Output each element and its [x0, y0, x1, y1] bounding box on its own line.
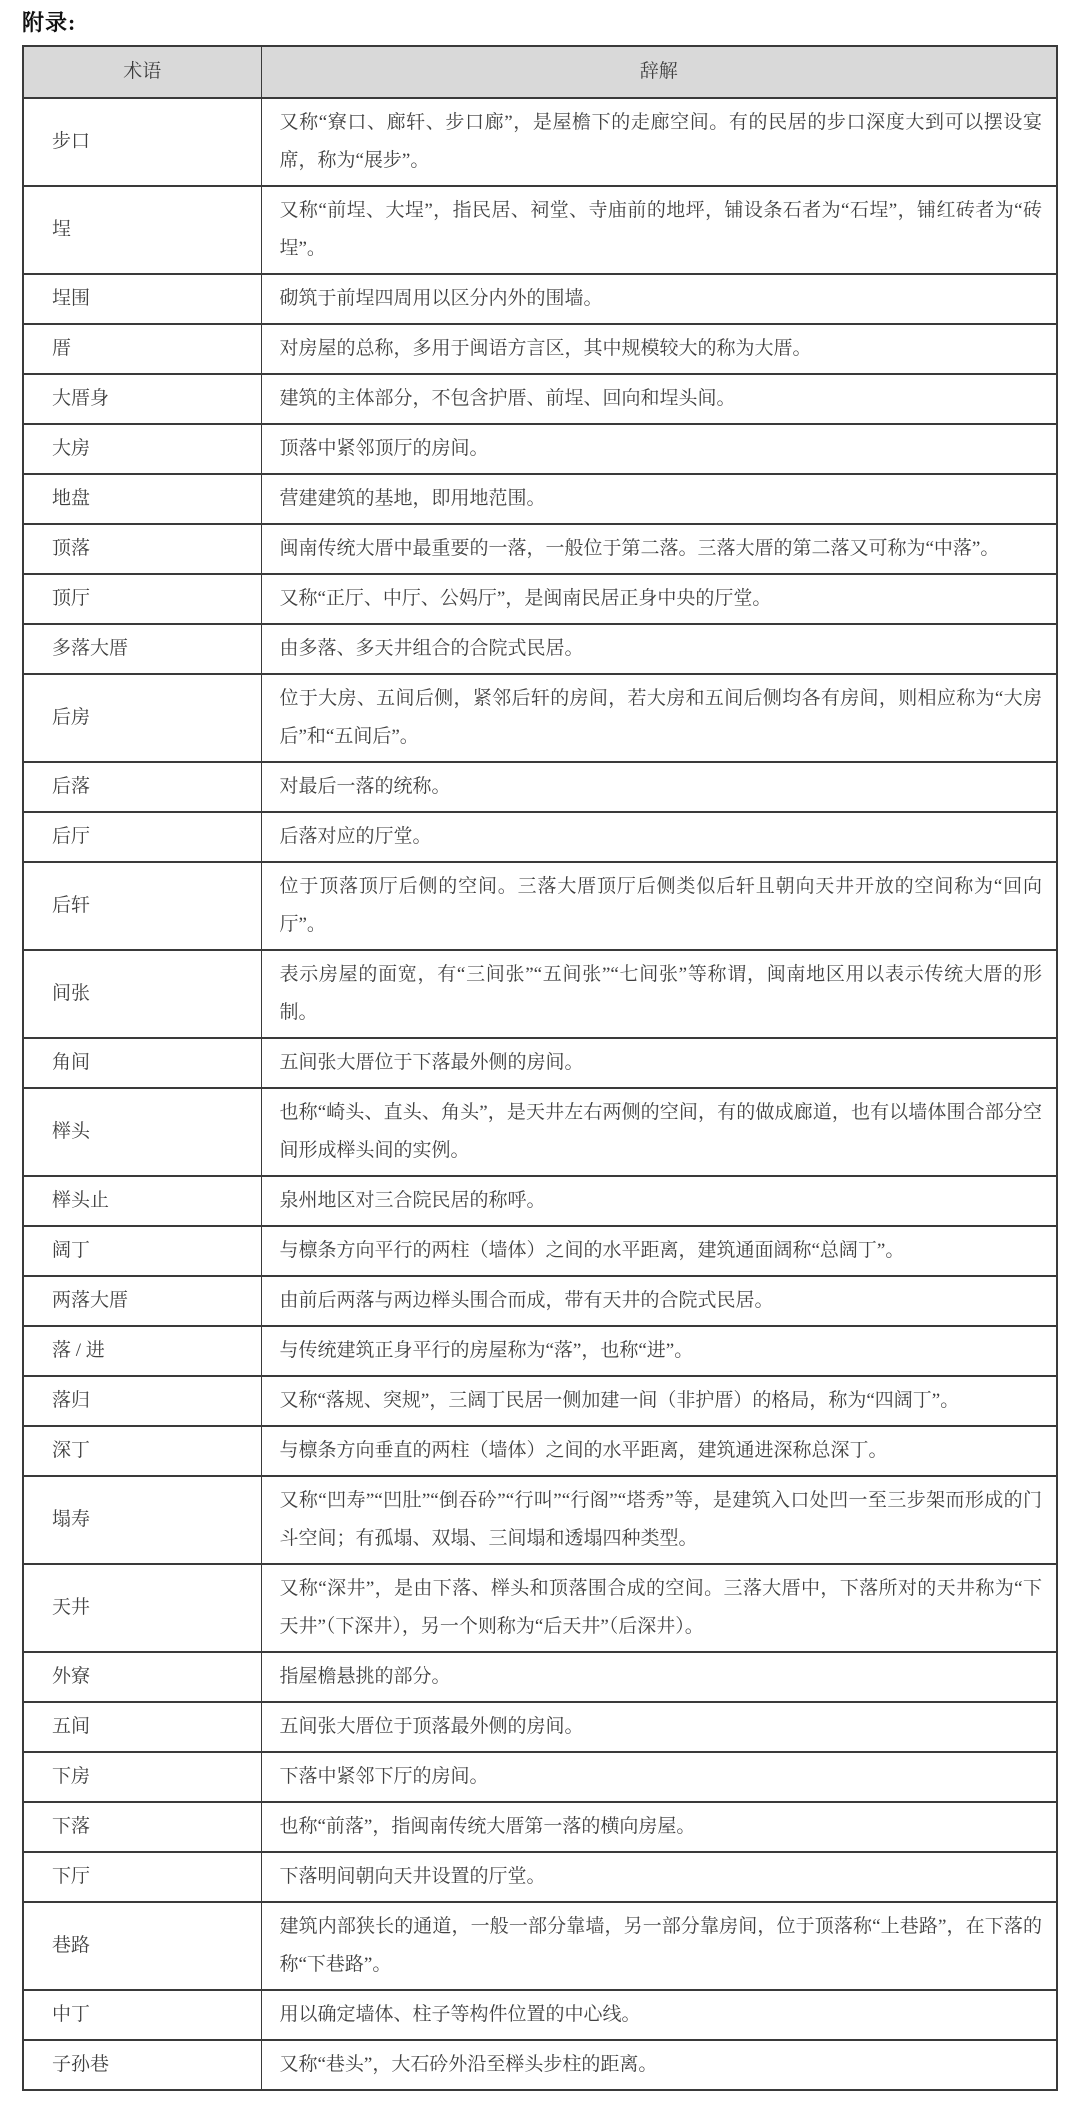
term-cell: 两落大厝: [23, 1276, 261, 1326]
definition-cell: 闽南传统大厝中最重要的一落，一般位于第二落。三落大厝的第二落又可称为“中落”。: [261, 524, 1057, 574]
term-cell: 后落: [23, 762, 261, 812]
term-cell: 厝: [23, 324, 261, 374]
table-row: [23, 674, 1057, 762]
glossary-table: [22, 45, 1058, 2091]
table-row: [23, 324, 1057, 374]
definition-cell: 表示房屋的面宽，有“三间张”“五间张”“七间张”等称谓，闽南地区用以表示传统大厝的形制。: [261, 950, 1057, 1038]
definition-cell: 又称“深井”，是由下落、榉头和顶落围合成的空间。三落大厝中，下落所对的天井称为“下天井”（下深井），另一个则称为“后天井”（后深井）。: [261, 1564, 1057, 1652]
table-row: [23, 1902, 1057, 1990]
definition-cell: 下落中紧邻下厅的房间。: [261, 1752, 1057, 1802]
header-row: [23, 46, 1057, 98]
table-row: [23, 574, 1057, 624]
table-row: [23, 1852, 1057, 1902]
table-row: [23, 1038, 1057, 1088]
definition-cell: 五间张大厝位于顶落最外侧的房间。: [261, 1702, 1057, 1752]
term-cell: 埕围: [23, 274, 261, 324]
table-row: [23, 98, 1057, 186]
definition-cell: 与檩条方向垂直的两柱（墙体）之间的水平距离，建筑通进深称总深丁。: [261, 1426, 1057, 1476]
term-cell: 大房: [23, 424, 261, 474]
term-column-header: 术语: [23, 46, 261, 98]
definition-cell: 也称“崎头、直头、角头”，是天井左右两侧的空间，有的做成廊道，也有以墙体围合部分空间形成榉头间的实例。: [261, 1088, 1057, 1176]
term-cell: 外寮: [23, 1652, 261, 1702]
table-row: [23, 524, 1057, 574]
table-row: [23, 1564, 1057, 1652]
term-cell: 榉头止: [23, 1176, 261, 1226]
table-row: [23, 186, 1057, 274]
term-cell: 下厅: [23, 1852, 261, 1902]
table-body: [23, 98, 1057, 2090]
table-row: [23, 1176, 1057, 1226]
table-row: [23, 1652, 1057, 1702]
term-cell: 榉头: [23, 1088, 261, 1176]
term-cell: 角间: [23, 1038, 261, 1088]
term-cell: 后房: [23, 674, 261, 762]
table-row: [23, 862, 1057, 950]
definition-cell: 建筑的主体部分，不包含护厝、前埕、回向和埕头间。: [261, 374, 1057, 424]
table-row: [23, 374, 1057, 424]
term-cell: 间张: [23, 950, 261, 1038]
definition-cell: 对房屋的总称，多用于闽语方言区，其中规模较大的称为大厝。: [261, 324, 1057, 374]
term-cell: 多落大厝: [23, 624, 261, 674]
definition-cell: 又称“落规、突规”，三阔丁民居一侧加建一间（非护厝）的格局，称为“四阔丁”。: [261, 1376, 1057, 1426]
term-cell: 落归: [23, 1376, 261, 1426]
table-row: [23, 474, 1057, 524]
definition-cell: 又称“正厅、中厅、公妈厅”，是闽南民居正身中央的厅堂。: [261, 574, 1057, 624]
term-cell: 落 / 进: [23, 1326, 261, 1376]
definition-cell: 下落明间朝向天井设置的厅堂。: [261, 1852, 1057, 1902]
definition-cell: 指屋檐悬挑的部分。: [261, 1652, 1057, 1702]
table-row: [23, 1990, 1057, 2040]
definition-cell: 泉州地区对三合院民居的称呼。: [261, 1176, 1057, 1226]
definition-cell: 营建建筑的基地，即用地范围。: [261, 474, 1057, 524]
definition-column-header: 辞解: [261, 46, 1057, 98]
definition-cell: 又称“前埕、大埕”，指民居、祠堂、寺庙前的地坪，铺设条石者为“石埕”，铺红砖者为“砖埕”。: [261, 186, 1057, 274]
definition-cell: 五间张大厝位于下落最外侧的房间。: [261, 1038, 1057, 1088]
term-cell: 后厅: [23, 812, 261, 862]
definition-cell: 又称“巷头”，大石砛外沿至榉头步柱的距离。: [261, 2040, 1057, 2090]
definition-cell: 与传统建筑正身平行的房屋称为“落”，也称“进”。: [261, 1326, 1057, 1376]
term-cell: 下落: [23, 1802, 261, 1852]
term-cell: 天井: [23, 1564, 261, 1652]
table-row: [23, 762, 1057, 812]
term-cell: 地盘: [23, 474, 261, 524]
term-cell: 顶厅: [23, 574, 261, 624]
term-cell: 步口: [23, 98, 261, 186]
definition-cell: 又称“凹寿”“凹肚”“倒吞砛”“行叫”“行阁”“塔秀”等，是建筑入口处凹一至三步架而形成的门斗空间；有孤塌、双塌、三间塌和透塌四种类型。: [261, 1476, 1057, 1564]
table-row: [23, 1376, 1057, 1426]
table-row: [23, 1426, 1057, 1476]
definition-cell: 位于顶落顶厅后侧的空间。三落大厝顶厅后侧类似后轩且朝向天井开放的空间称为“回向厅”。: [261, 862, 1057, 950]
term-cell: 后轩: [23, 862, 261, 950]
table-row: [23, 2040, 1057, 2090]
term-cell: 子孙巷: [23, 2040, 261, 2090]
definition-cell: 砌筑于前埕四周用以区分内外的围墙。: [261, 274, 1057, 324]
definition-cell: 后落对应的厅堂。: [261, 812, 1057, 862]
definition-cell: 由多落、多天井组合的合院式民居。: [261, 624, 1057, 674]
table-row: [23, 1276, 1057, 1326]
definition-cell: 建筑内部狭长的通道，一般一部分靠墙，另一部分靠房间，位于顶落称“上巷路”，在下落的称“下巷路”。: [261, 1902, 1057, 1990]
table-row: [23, 1702, 1057, 1752]
table-row: [23, 1752, 1057, 1802]
term-cell: 深丁: [23, 1426, 261, 1476]
definition-cell: 顶落中紧邻顶厅的房间。: [261, 424, 1057, 474]
definition-cell: 又称“寮口、廊轩、步口廊”，是屋檐下的走廊空间。有的民居的步口深度大到可以摆设宴席，称为“展步”。: [261, 98, 1057, 186]
term-cell: 大厝身: [23, 374, 261, 424]
term-cell: 阔丁: [23, 1226, 261, 1276]
definition-cell: 位于大房、五间后侧，紧邻后轩的房间，若大房和五间后侧均各有房间，则相应称为“大房后”和“五间后”。: [261, 674, 1057, 762]
table-row: [23, 1226, 1057, 1276]
term-cell: 顶落: [23, 524, 261, 574]
table-row: [23, 1088, 1057, 1176]
definition-cell: 与檩条方向平行的两柱（墙体）之间的水平距离，建筑通面阔称“总阔丁”。: [261, 1226, 1057, 1276]
definition-cell: 对最后一落的统称。: [261, 762, 1057, 812]
table-row: [23, 1802, 1057, 1852]
definition-cell: 由前后两落与两边榉头围合而成，带有天井的合院式民居。: [261, 1276, 1057, 1326]
term-cell: 塌寿: [23, 1476, 261, 1564]
table-row: [23, 1326, 1057, 1376]
table-row: [23, 1476, 1057, 1564]
definition-cell: 用以确定墙体、柱子等构件位置的中心线。: [261, 1990, 1057, 2040]
term-cell: 中丁: [23, 1990, 261, 2040]
page-title: 附录:: [22, 10, 77, 35]
table-row: [23, 274, 1057, 324]
term-cell: 五间: [23, 1702, 261, 1752]
table-row: [23, 424, 1057, 474]
term-cell: 下房: [23, 1752, 261, 1802]
term-cell: 巷路: [23, 1902, 261, 1990]
term-cell: 埕: [23, 186, 261, 274]
table-row: [23, 950, 1057, 1038]
table-row: [23, 812, 1057, 862]
definition-cell: 也称“前落”，指闽南传统大厝第一落的横向房屋。: [261, 1802, 1057, 1852]
table-row: [23, 624, 1057, 674]
